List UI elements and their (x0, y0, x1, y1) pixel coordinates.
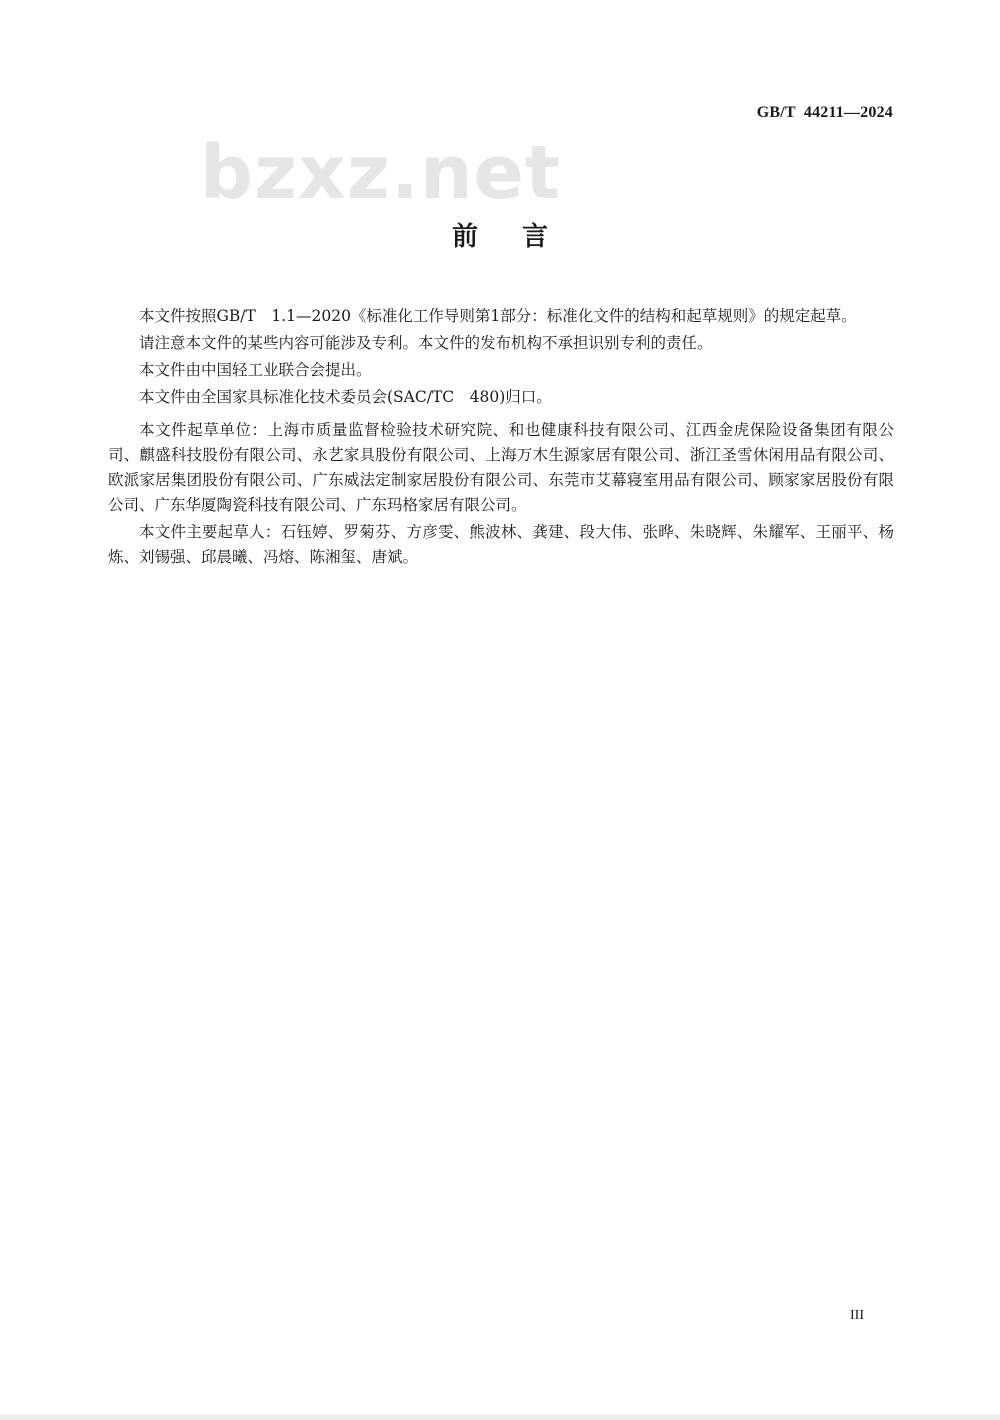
watermark: bzxz.net (200, 130, 562, 216)
paragraph-technical-committee: 本文件由全国家具标准化技术委员会(SAC/TC 480)归口。 (139, 388, 552, 406)
page-bottom-edge (0, 1414, 1000, 1420)
standard-code: GB/T 44211—2024 (756, 104, 893, 121)
page-title: 前言 (451, 222, 592, 252)
paragraph-drafting-organizations: 本文件起草单位：上海市质量监督检验技术研究院、和也健康科技有限公司、江西金虎保险设备集团有限公司、麒盛科技股份有限公司、永艺家具股份有限公司、上海万木生源家居有限公司、浙江圣雪休闲用品有限公司、欧派家居集团股份有限公司、广东威法定制家居股份有限公司、东莞市艾幕寝室用品有限公司、顾家家居股份有限公司、广东华厦陶瓷科技有限公司、广东玛格家居有限公司。 (108, 421, 894, 514)
page-number: III (850, 1308, 864, 1323)
paragraph-drafters: 本文件主要起草人：石钰婷、罗菊芬、方彦雯、熊波林、龚建、段大伟、张晔、朱晓辉、朱耀军、王丽平、杨炼、刘锡强、邱晨曦、冯熔、陈湘玺、唐斌。 (108, 523, 894, 566)
document-body (108, 304, 894, 572)
paragraph-patent-notice: 请注意本文件的某些内容可能涉及专利。本文件的发布机构不承担识别专利的责任。 (139, 334, 713, 352)
paragraph-drafting-basis: 本文件按照GB/T 1.1—2020《标准化工作导则第1部分：标准化文件的结构和起草规则》的规定起草。 (139, 307, 857, 325)
paragraph-proposer: 本文件由中国轻工业联合会提出。 (139, 361, 372, 379)
